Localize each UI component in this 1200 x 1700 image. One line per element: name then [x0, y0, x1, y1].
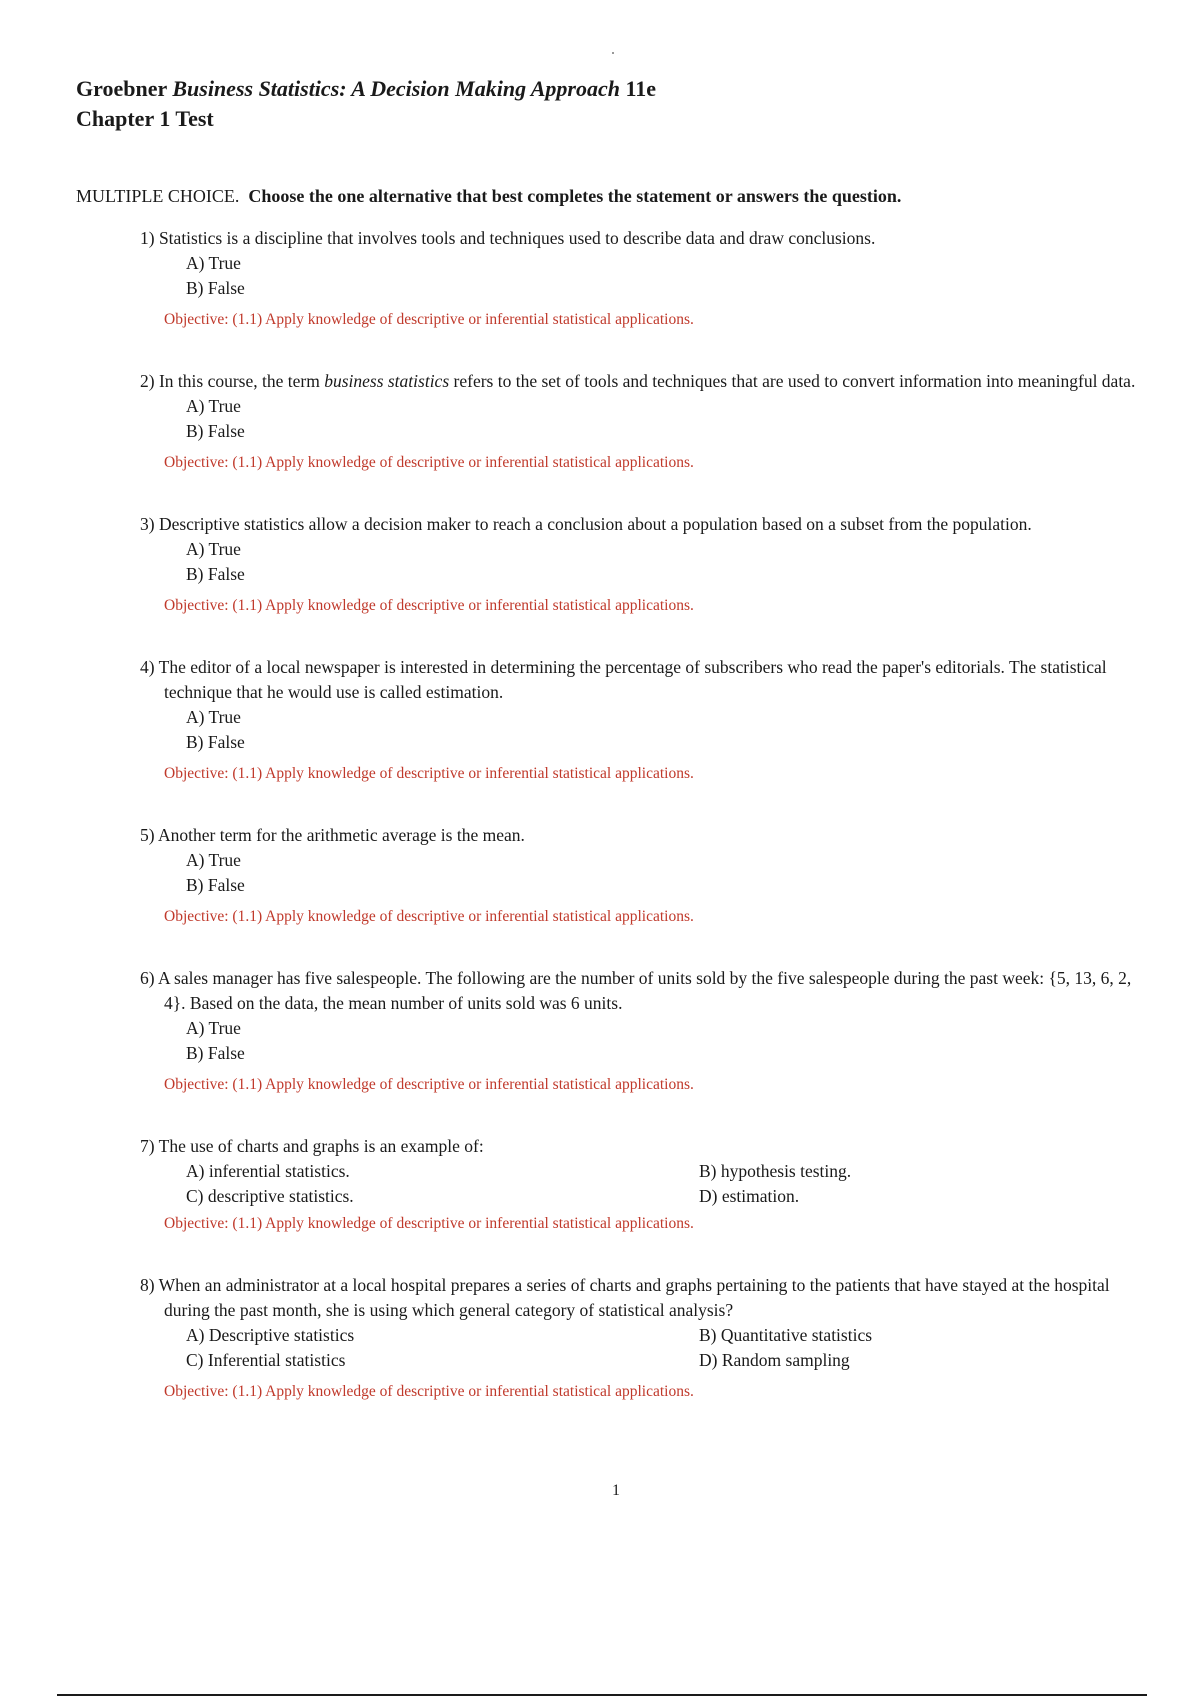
objective-note: Objective: (1.1) Apply knowledge of descriptive or inferential statistical applications. — [164, 1215, 694, 1232]
question-text: The use of charts and graphs is an example of: — [158, 1136, 484, 1156]
answer-options — [140, 705, 1140, 755]
answer-options — [140, 251, 1140, 301]
option-a: A) True — [186, 850, 241, 870]
option-a: A) True — [186, 539, 241, 559]
question-list — [140, 226, 1140, 1403]
book-title-line — [76, 74, 656, 104]
question-text: The editor of a local newspaper is interested in determining the percentage of subscribers who read the paper's editorials. The statistical technique that he would use is called estimation. — [158, 657, 1107, 702]
question-1 — [140, 226, 1140, 331]
option-a: A) Descriptive statistics — [186, 1325, 355, 1345]
question-stem — [140, 966, 1140, 1016]
answer-options — [140, 1159, 1140, 1209]
question-text-italic: business statistics — [324, 371, 450, 391]
question-text: When an administrator at a local hospital prepares a series of charts and graphs pertaining to the patients that have stayed at the hospital during the past month, she is using which general category of statistical analysis? — [158, 1275, 1110, 1320]
edition: 11e — [625, 76, 657, 101]
question-number: 5) — [140, 825, 155, 845]
objective-note: Objective: (1.1) Apply knowledge of descriptive or inferential statistical applications. — [164, 908, 694, 925]
question-number: 1) — [140, 228, 155, 248]
option-b: B) False — [186, 421, 245, 441]
question-text: Statistics is a discipline that involves tools and techniques used to describe data and draw conclusions. — [158, 228, 876, 248]
option-b: B) hypothesis testing. — [699, 1161, 852, 1181]
answer-options — [140, 537, 1140, 587]
question-7 — [140, 1134, 1140, 1235]
option-a: A) inferential statistics. — [186, 1161, 350, 1181]
question-text: Another term for the arithmetic average is the mean. — [158, 825, 525, 845]
question-3 — [140, 512, 1140, 617]
answer-options — [140, 1016, 1140, 1066]
option-c: C) Inferential statistics — [186, 1350, 346, 1370]
objective-note: Objective: (1.1) Apply knowledge of descriptive or inferential statistical applications. — [164, 1076, 694, 1093]
question-8 — [140, 1273, 1140, 1403]
chapter-title: Chapter 1 Test — [76, 106, 214, 131]
question-stem — [140, 512, 1140, 537]
question-text: A sales manager has five salespeople. The following are the number of units sold by the five salespeople during the past week: {5, 13, 6, 2, 4}. Based on the data, the mean number of units sold was 6 units. — [158, 968, 1132, 1013]
option-a: A) True — [186, 396, 241, 416]
question-number: 2) — [140, 371, 155, 391]
answer-options — [140, 848, 1140, 898]
option-b: B) Quantitative statistics — [699, 1325, 873, 1345]
option-b: B) False — [186, 1043, 245, 1063]
question-number: 6) — [140, 968, 155, 988]
question-number: 7) — [140, 1136, 155, 1156]
page-number: 1 — [612, 1482, 620, 1499]
objective-note: Objective: (1.1) Apply knowledge of descriptive or inferential statistical applications. — [164, 597, 694, 614]
objective-note: Objective: (1.1) Apply knowledge of descriptive or inferential statistical applications. — [164, 454, 694, 471]
option-b: B) False — [186, 278, 245, 298]
option-b: B) False — [186, 875, 245, 895]
question-number: 8) — [140, 1275, 155, 1295]
objective-note: Objective: (1.1) Apply knowledge of descriptive or inferential statistical applications. — [164, 311, 694, 328]
question-4 — [140, 655, 1140, 785]
option-a: A) True — [186, 1018, 241, 1038]
document-header — [76, 74, 656, 134]
question-number: 3) — [140, 514, 155, 534]
option-b: B) False — [186, 732, 245, 752]
option-a: A) True — [186, 707, 241, 727]
question-5 — [140, 823, 1140, 928]
question-stem — [140, 655, 1140, 705]
answer-options — [140, 394, 1140, 444]
question-text-end: refers to the set of tools and techniques that are used to convert information into meaningful data. — [449, 371, 1136, 391]
question-stem — [140, 1134, 1140, 1159]
section-heading — [76, 184, 901, 208]
option-d: D) estimation. — [699, 1186, 800, 1206]
question-stem — [140, 1273, 1140, 1323]
question-number: 4) — [140, 657, 155, 677]
option-d: D) Random sampling — [699, 1350, 850, 1370]
objective-note: Objective: (1.1) Apply knowledge of descriptive or inferential statistical applications. — [164, 765, 694, 782]
option-c: C) descriptive statistics. — [186, 1186, 354, 1206]
objective-note: Objective: (1.1) Apply knowledge of descriptive or inferential statistical applications. — [164, 1383, 694, 1400]
scan-mark — [612, 52, 614, 54]
option-b: B) False — [186, 564, 245, 584]
question-stem — [140, 226, 1140, 251]
question-6 — [140, 966, 1140, 1096]
question-2 — [140, 369, 1140, 474]
option-a: A) True — [186, 253, 241, 273]
bottom-divider — [57, 1694, 1147, 1696]
book-title: Business Statistics: A Decision Making Approach — [172, 76, 620, 101]
answer-options — [140, 1323, 1140, 1373]
question-text-start: In this course, the term — [158, 371, 325, 391]
question-stem — [140, 823, 1140, 848]
question-text: Descriptive statistics allow a decision maker to reach a conclusion about a population based on a subset from the population. — [158, 514, 1032, 534]
question-stem — [140, 369, 1140, 394]
section-instruction: Choose the one alternative that best completes the statement or answers the question. — [248, 186, 902, 206]
section-label: MULTIPLE CHOICE. — [76, 186, 240, 206]
author-name: Groebner — [76, 76, 167, 101]
